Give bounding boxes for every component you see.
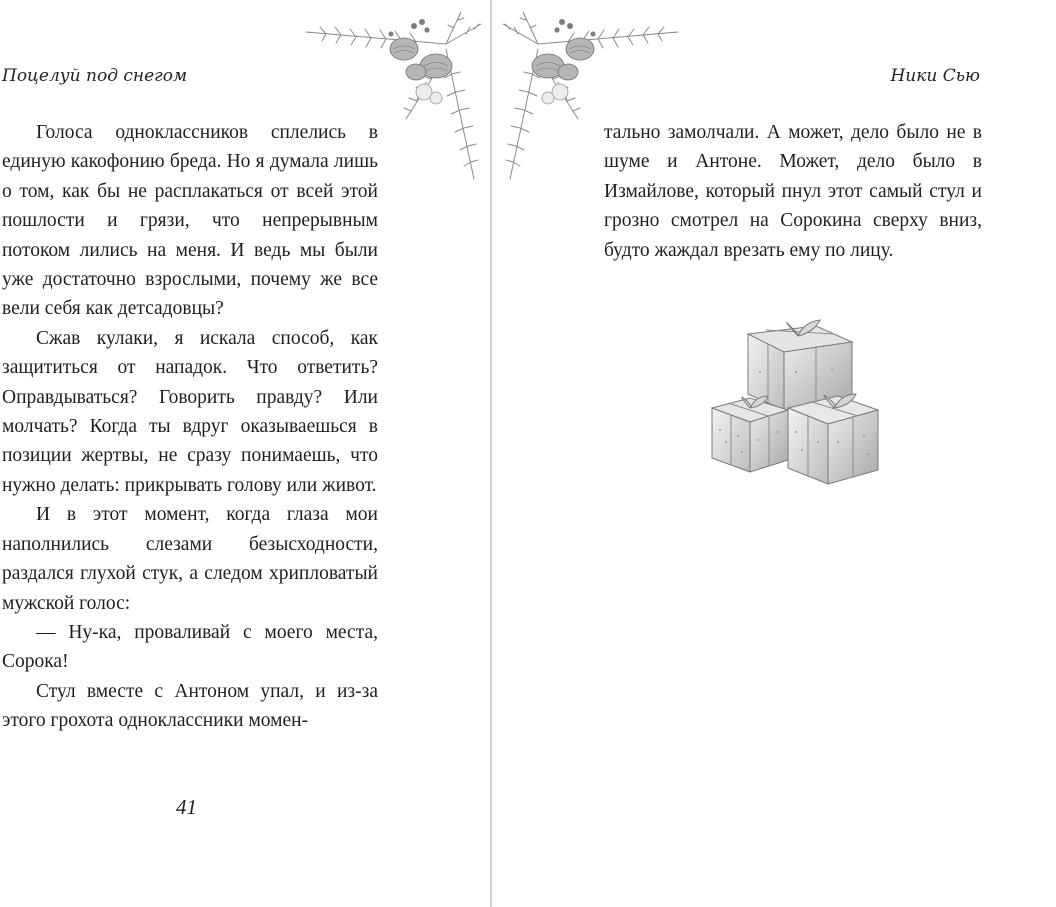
right-page-text xyxy=(604,118,982,265)
paragraph: Стул вместе с Антоном упал, и из-за этого грохота одноклассники момен- xyxy=(2,680,378,732)
paragraph: Сжав кулаки, я искала способ, как защититься от нападок. Что ответить? Оправдываться? Говорить правду? Или молчать? Когда ты вдруг оказываешься в позиции жертвы, не сразу понимаешь, что нужно делать: прикрывать голову или живот. xyxy=(2,327,378,496)
paragraph: И в этот момент, когда глаза мои наполнились слезами безысходности, раздался глухой стук, а следом хрипловатый мужской голос: xyxy=(2,504,378,614)
book-title-header: Поцелуй под снегом xyxy=(2,66,188,86)
paragraph: Голоса одноклассников сплелись в единую какофонию бреда. Но я думала лишь о том, как бы не расплакаться от всей этой пошлости и грязи, что непрерывным потоком лились на меня. И ведь мы были уже достаточно взрослыми, почему же все вели себя как детсадовцы? xyxy=(2,122,378,320)
left-page-text xyxy=(2,118,378,736)
paragraph: тально замолчали. А может, дело было не в шуме и Антоне. Может, дело было в Измайлове, который пнул этот самый стул и грозно смотрел на Сорокина сверху вниз, будто жаждал врезать ему по лицу. xyxy=(604,122,982,261)
gift-boxes-icon xyxy=(706,312,884,490)
author-header: Ники Сью xyxy=(890,66,980,86)
book-gutter xyxy=(490,0,492,907)
page-number: 41 xyxy=(176,795,197,819)
pine-branch-ornament-icon xyxy=(296,4,490,184)
paragraph: — Ну-ка, проваливай с моего места, Сорока! xyxy=(2,621,378,673)
